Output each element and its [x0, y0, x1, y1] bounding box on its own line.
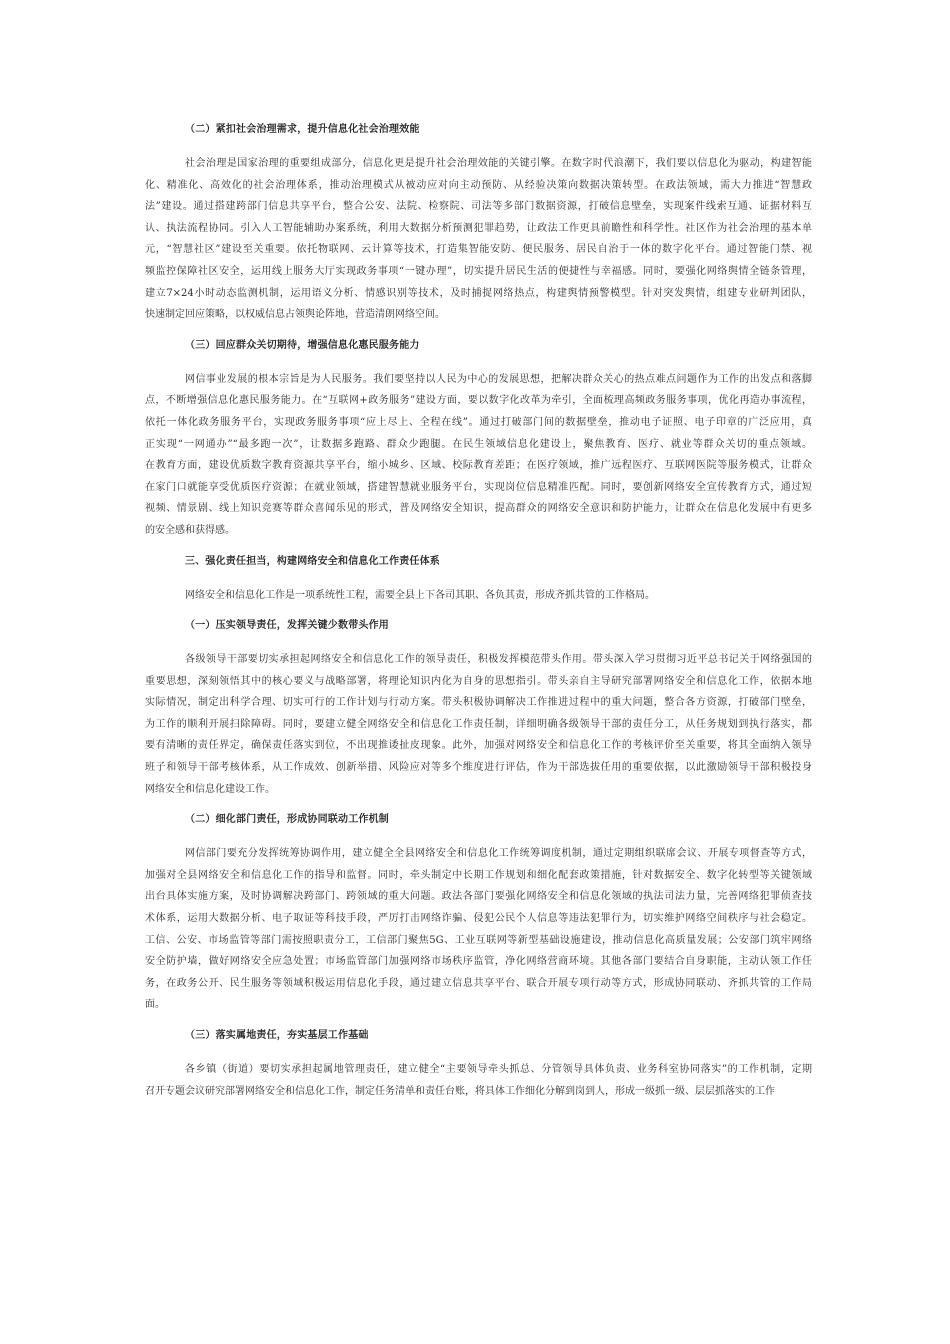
paragraph-line: 工信、公安、市场监管等部门需按照职责分工，工信部门聚焦5G、工业互联网等新型基础设施建设，推动信息化高质量发展；公安部门筑牢网络 [145, 934, 812, 946]
section-heading: （二）紧扣社会治理需求，提升信息化社会治理效能 [185, 124, 420, 135]
paragraph-line: 网络安全和信息化工作是一项系统性工程，需要全县上下各司其职、各负其责，形成齐抓共管的工作格局。 [185, 589, 655, 601]
body-paragraph [145, 585, 812, 607]
paragraph-line: 频监控保障社区安全，运用线上服务大厅实现政务事项“一键办理”，切实提升居民生活的便捷性与幸福感。同时，要强化网络舆情全链条管理， [145, 265, 812, 277]
paragraph-line: 化、精准化、高效化的社会治理体系，推动治理模式从被动应对向主动预防、从经验决策向数据决策转型。在政法领域，需大力推进“智慧政 [145, 179, 812, 191]
section-heading: （三）落实属地责任，夯实基层工作基础 [185, 1030, 369, 1041]
paragraph-line: 出台具体实施方案，及时协调解决跨部门、跨领域的重大问题。政法各部门要强化网络安全和信息化领域的执法司法力量，完善网络犯罪侦查技 [145, 891, 812, 903]
document-body [145, 122, 812, 1114]
paragraph-line: 召开专题会议研究部署网络安全和信息化工作，制定任务清单和责任台账，将具体工作细化分解到岗到人，形成一级抓一级、层层抓落实的工作 [145, 1085, 775, 1097]
paragraph-line: 在家门口就能享受优质医疗资源；在就业领域，搭建智慧就业服务平台，实现岗位信息精准匹配。同时，要创新网络安全宣传教育方式，通过短 [145, 481, 812, 493]
section-heading: （三）回应群众关切期待，增强信息化惠民服务能力 [185, 339, 420, 351]
paragraph-line: 各乡镇（街道）要切实承担起属地管理责任，建立健全“主要领导牵头抓总、分管领导具体负责、业务科室协同落实”的工作机制，定期 [185, 1064, 812, 1075]
body-paragraph [145, 369, 812, 542]
section-heading: （一）压实领导责任，发挥关键少数带头作用 [185, 620, 389, 632]
body-paragraph [145, 1059, 812, 1102]
paragraph-line: 视频、情景剧、线上知识竞赛等群众喜闻乐见的形式，普及网络安全知识，提高群众的网络安全意识和防护能力，让群众在信息化发展中有更多 [145, 503, 812, 515]
paragraph-line: 正实现“一网通办”“最多跑一次”，让数据多跑路、群众少跑腿。在民生领域信息化建设上，聚焦教育、医疗、就业等群众关切的重点领域。 [145, 438, 812, 450]
paragraph-line: 网信部门要充分发挥统筹协调作用，建立健全全县网络安全和信息化工作统筹调度机制，通过定期组织联席会议、开展专项督查等方式， [185, 848, 812, 860]
paragraph-line: 建立7×24小时动态监测机制，运用语义分析、情感识别等技术，及时捕捉网络热点，构建舆情预警模型。针对突发舆情，组建专业研判团队， [145, 287, 812, 299]
section-heading: （二）细化部门责任，形成协同联动工作机制 [185, 814, 389, 826]
paragraph-line: 实际情况，制定出科学合理、切实可行的工作计划与行动方案。带头积极协调解决工作推进过程中的重大问题，整合各方资源，打破部门壁垒， [145, 697, 812, 709]
paragraph-line: 安全防护墙，做好网络安全应急处置；市场监管部门加强网络市场秩序监管，净化网络营商环境。其他各部门要结合自身职能，主动认领工作任 [145, 956, 812, 968]
paragraph-line: 在教育方面，建设优质数字教育资源共享平台，缩小城乡、区域、校际教育差距；在医疗领域，推广远程医疗、互联网医院等服务模式，让群众 [145, 460, 812, 472]
body-paragraph [145, 649, 812, 800]
paragraph-line: 各级领导干部要切实承担起网络安全和信息化工作的领导责任，积极发挥模范带头作用。带头深入学习贯彻习近平总书记关于网络强国的 [185, 654, 812, 666]
paragraph-line: 加强对全县网络安全和信息化工作的指导和监督。同时，牵头制定中长期工作规划和细化配套政策措施，针对数据安全、数字化转型等关键领域 [145, 869, 812, 881]
paragraph-line: 要有清晰的责任界定，确保责任落实到位，不出现推诿扯皮现象。此外，加强对网络安全和信息化工作的考核评价至关重要，将其全面纳入领导 [145, 740, 812, 752]
paragraph-line: 点，不断增强信息化惠民服务能力。在“互联网+政务服务”建设方面，要以数字化改革为牵引，全面梳理高频政务服务事项，优化再造办事流程， [145, 395, 812, 407]
paragraph-line: 为工作的顺利开展扫除障碍。同时，要建立健全网络安全和信息化工作责任制，详细明确各级领导干部的责任分工，从任务规划到执行落实，都 [145, 718, 812, 730]
paragraph-line: 元，“智慧社区”建设至关重要。依托物联网、云计算等技术，打造集智能安防、便民服务、居民自治于一体的数字化平台。通过智能门禁、视 [145, 244, 812, 256]
body-paragraph [145, 843, 812, 1016]
section-heading: 三、强化责任担当，构建网络安全和信息化工作责任体系 [185, 555, 440, 567]
paragraph-line: 社会治理是国家治理的重要组成部分，信息化更是提升社会治理效能的关键引擎。在数字时代浪潮下，我们要以信息化为驱动，构建智能 [185, 158, 812, 169]
paragraph-line: 面。 [145, 999, 165, 1011]
paragraph-line: 依托一体化政务服务平台，实现政务服务事项“应上尽上、全程在线”。通过打破部门间的数据壁垒，推动电子证照、电子印章的广泛应用，真 [145, 416, 812, 428]
paragraph-line: 认、执法流程协同。引入人工智能辅助办案系统，利用大数据分析预测犯罪趋势，让政法工作更具前瞻性和科学性。社区作为社会治理的基本单 [145, 222, 812, 234]
paragraph-line: 务，在政务公开、民生服务等领域积极运用信息化手段，通过建立信息共享平台、联合开展专项行动等方式，形成协同联动、齐抓共管的工作局 [145, 977, 812, 989]
paragraph-line: 术体系，运用大数据分析、电子取证等科技手段，严厉打击网络诈骗、侵犯公民个人信息等违法犯罪行为，切实维护网络空间秩序与社会稳定。 [145, 913, 812, 925]
paragraph-line: 网信事业发展的根本宗旨是为人民服务。我们要坚持以人民为中心的发展思想，把解决群众关心的热点难点问题作为工作的出发点和落脚 [185, 373, 812, 385]
paragraph-line: 班子和领导干部考核体系，从工作成效、创新举措、风险应对等多个维度进行评估，作为干部选拔任用的重要依据，以此激励领导干部积极投身 [145, 762, 812, 774]
paragraph-line: 重要思想，深刻领悟其中的核心要义与战略部署，将理论知识内化为自身的思想指引。带头亲自主导研究部署网络安全和信息化工作，依据本地 [145, 675, 812, 687]
body-paragraph [145, 153, 812, 326]
paragraph-line: 网络安全和信息化建设工作。 [145, 783, 275, 795]
paragraph-line: 快速制定回应策略，以权威信息占领舆论阵地，营造清朗网络空间。 [145, 309, 445, 321]
paragraph-line: 的安全感和获得感。 [145, 524, 235, 536]
paragraph-line: 法”建设。通过搭建跨部门信息共享平台，整合公安、法院、检察院、司法等多部门数据资源，打破信息壁垒，实现案件线索互通、证据材料互 [145, 201, 812, 213]
